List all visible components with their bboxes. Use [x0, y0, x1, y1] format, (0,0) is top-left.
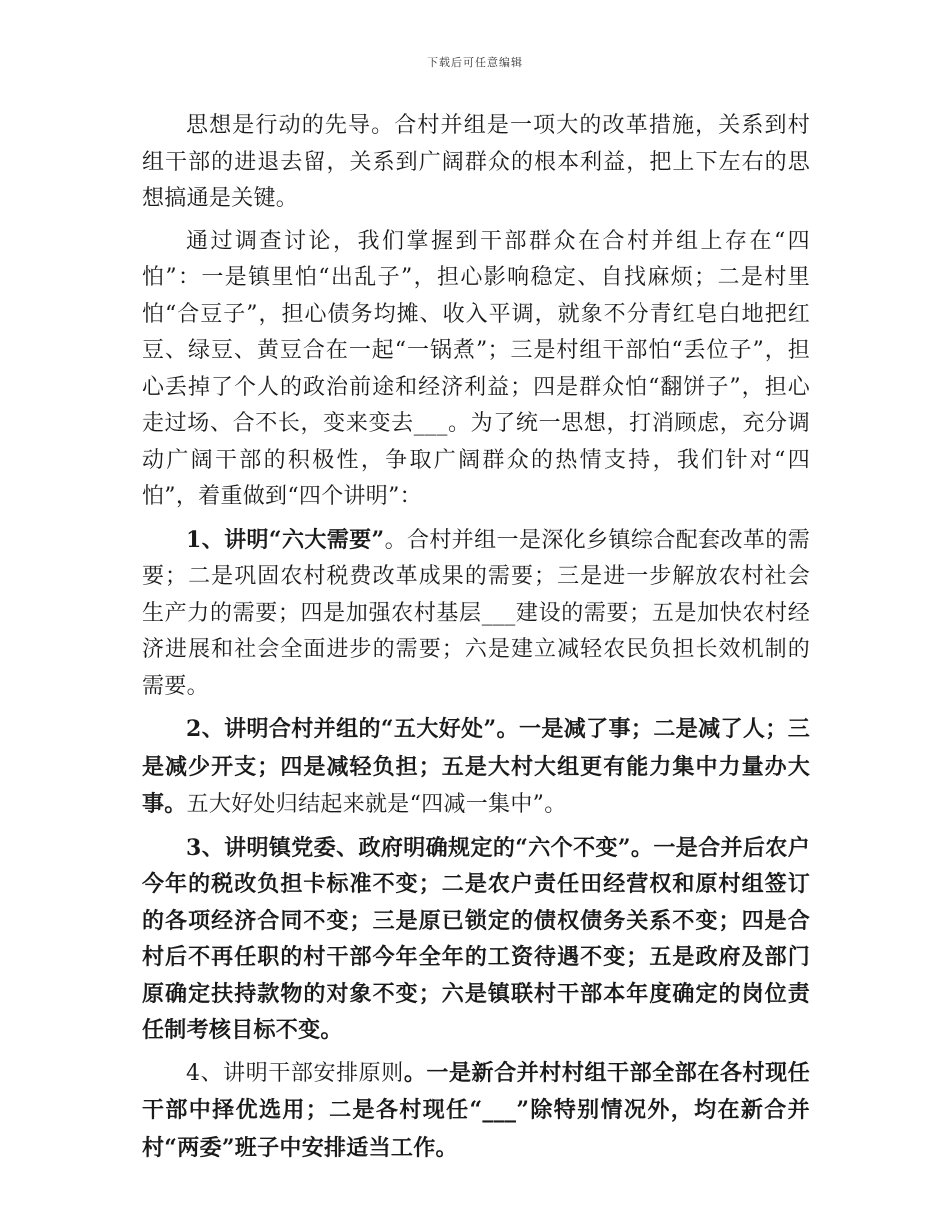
cadre-principles-body: 。一是新合并村村组干部全部在各村现任干部中择优选用；二是各村现任“___”除特别情况外，均在新合并村“两委”班子中安排适当工作。	[142, 1059, 810, 1161]
five-benefits-summary: 五大好处归结起来就是“四减一集中”。	[186, 792, 567, 817]
page-header-note: 下载后可任意编辑	[427, 56, 523, 69]
paragraph-ideology: 思想是行动的先导。合村并组是一项大的改革措施，关系到村组干部的进退去留，关系到广阔群众的根本利益，把上下左右的思想搞通是关键。	[142, 113, 810, 211]
five-benefits-heading: 2、讲明合村并组的“五大好处”。一是减了事；二是减了人；三是减少开支；四是减轻负担；五是大村大组更有能力集中力量办大事。	[142, 716, 810, 817]
paragraph-six-needs	[142, 522, 810, 706]
document-body	[142, 108, 810, 1173]
paragraph-four-fears: 通过调查讨论，我们掌握到干部群众在合村并组上存在“四怕”：一是镇里怕“出乱子”，担心影响稳定、自找麻烦；二是村里怕“合豆子”，担心债务均摊、收入平调，就象不分青红皂白地把红豆、绿豆、黄豆合在一起“一锅煮”；三是村组干部怕“丢位子”，担心丢掉了个人的政治前途和经济利益；四是群众怕“翻饼子”，担心走过场、合不长，变来变去___。为了统一思想，打消顾虑，充分调动广阔干部的积极性，争取广阔群众的热情支持，我们针对“四怕”，着重做到“四个讲明”：	[142, 228, 810, 509]
paragraph-five-benefits	[142, 711, 810, 824]
paragraph-six-unchanged: 3、讲明镇党委、政府明确规定的“六个不变”。一是合并后农户今年的税改负担卡标准不变；二是农户责任田经营权和原村组签订的各项经济合同不变；三是原已锁定的债权债务关系不变；四是合村后不再任职的村干部今年全年的工资待遇不变；五是政府及部门原确定扶持款物的对象不变；六是镇联村干部本年度确定的岗位责任制考核目标不变。	[142, 834, 810, 1043]
cadre-principles-heading: 4、讲明干部安排原则	[186, 1060, 404, 1086]
paragraph-cadre-principles	[142, 1055, 810, 1168]
six-needs-heading: 1、讲明“六大需要”	[186, 526, 385, 553]
six-needs-body: 。合村并组一是深化乡镇综合配套改革的需要；二是巩固农村税费改革成果的需要；三是进一步解放农村社会生产力的需要；四是加强农村基层___建设的需要；五是加快农村经济进展和社会全面进步的需要；六是建立减轻农民负担长效机制的需要。	[142, 527, 810, 699]
